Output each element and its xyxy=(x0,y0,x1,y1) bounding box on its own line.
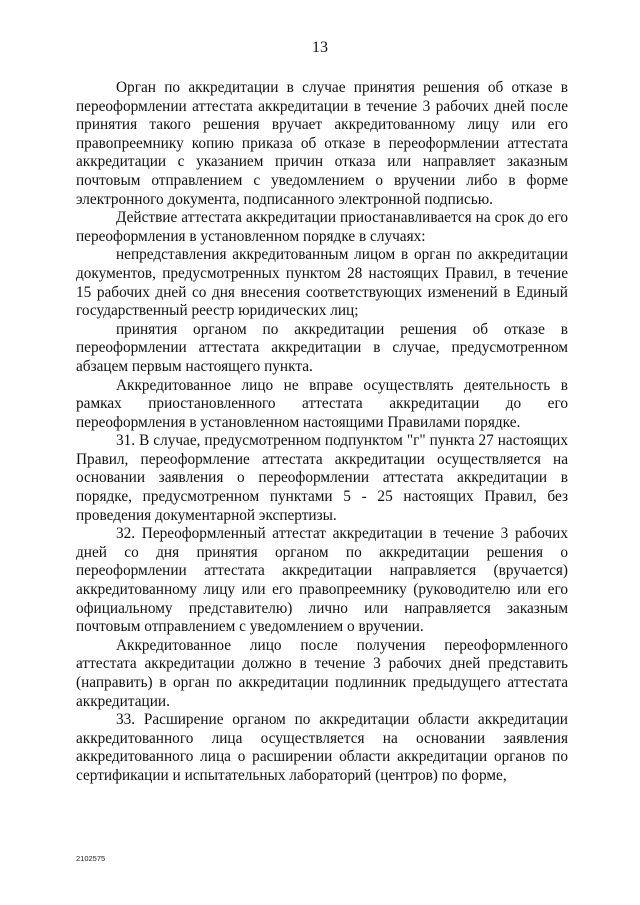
paragraph-refusal-notice: Орган по аккредитации в случае принятия решения об отказе в переоформлении аттестата аккредитации в течение 3 рабочих дней после принятия такого решения вручает аккредитованному лицу или его правопреемнику копию приказа об отказе в переоформлении аттестата аккредитации с указанием причин отказа или направляет заказным почтовым отправлением с уведомлением о вручении либо в форме электронного документа, подписанного электронной подписью. xyxy=(76,79,568,208)
paragraph-item-32: 32. Переоформленный аттестат аккредитации в течение 3 рабочих дней со дня принятия органом по аккредитации решения о переоформлении аттестата аккредитации направляется (вручается) аккредитованному лицу или его правопреемнику (руководителю или его официальному представителю) лично или направляется заказным почтовым отправлением с уведомлением о вручении. xyxy=(76,525,568,636)
paragraph-item-31: 31. В случае, предусмотренном подпунктом "г" пункта 27 настоящих Правил, переоформление аттестата аккредитации осуществляется на основании заявления о переоформлении аттестата аккредитации в порядке, предусмотренном пунктами 5 - 25 настоящих Правил, без проведения документарной экспертизы. xyxy=(76,432,568,524)
document-code: 2102575 xyxy=(76,854,106,863)
paragraph-suspension-intro: Действие аттестата аккредитации приостанавливается на срок до его переоформления в установленном порядке в случаях: xyxy=(76,209,568,245)
page-number: 13 xyxy=(312,39,328,56)
document-body xyxy=(76,79,568,786)
paragraph-item-33: 33. Расширение органом по аккредитации области аккредитации аккредитованного лица осуществляется на основании заявления аккредитованного лица о расширении области аккредитации органов по сертификации и испытательных лабораторий (центров) по форме, xyxy=(76,711,568,784)
paragraph-suspension-case-2: принятия органом по аккредитации решения об отказе в переоформлении аттестата аккредитации в случае, предусмотренном абзацем первым настоящего пункта. xyxy=(76,320,568,375)
paragraph-suspension-case-1: непредставления аккредитованным лицом в орган по аккредитации документов, предусмотренных пунктом 28 настоящих Правил, в течение 15 рабочих дней со дня внесения соответствующих изменений в Единый государственный реестр юридических лиц; xyxy=(76,246,568,320)
paragraph-original-return: Аккредитованное лицо после получения переоформленного аттестата аккредитации должно в течение 3 рабочих дней представить (направить) в орган по аккредитации подлинник предыдущего аттестата аккредитации. xyxy=(76,636,568,710)
paragraph-suspension-restriction: Аккредитованное лицо не вправе осуществлять деятельность в рамках приостановленного аттестата аккредитации до его переоформления в установленном настоящими Правилами порядке. xyxy=(76,376,568,431)
